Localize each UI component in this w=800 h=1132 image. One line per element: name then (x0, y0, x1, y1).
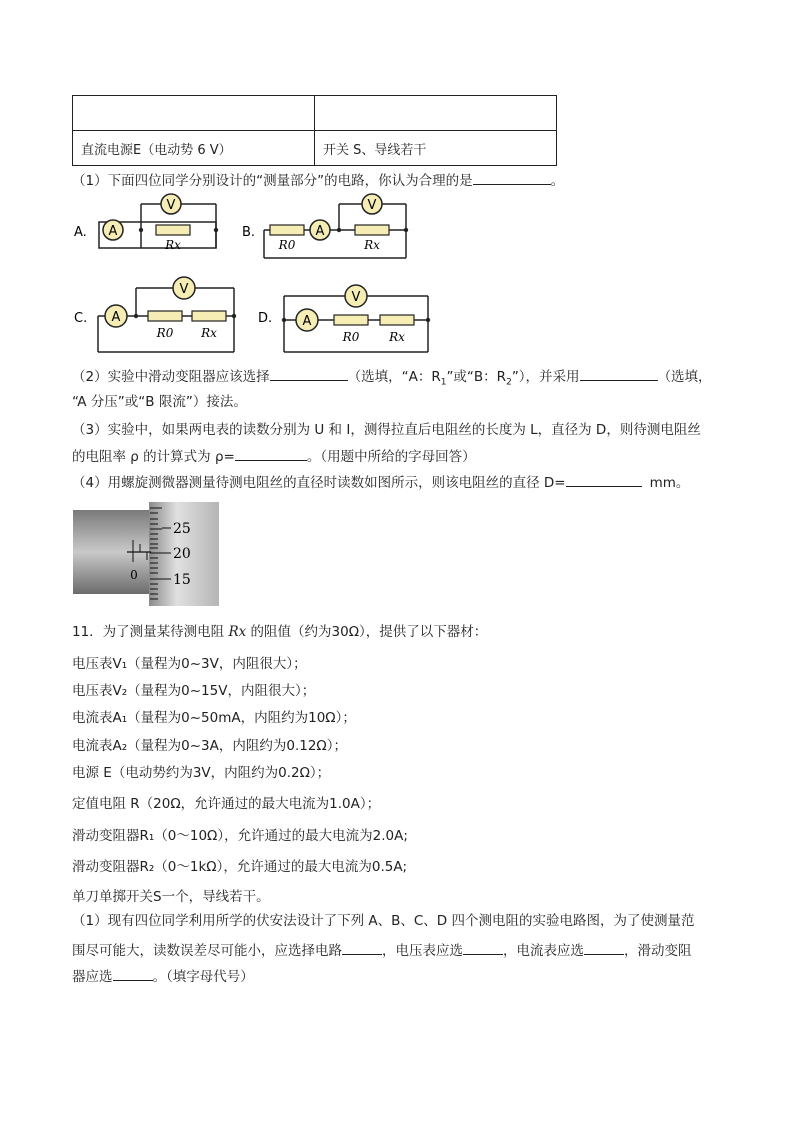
problem-text: 。（填字母代号） (152, 969, 254, 985)
question-2-text: ”或“B：R (446, 369, 507, 385)
question-1-line (72, 170, 564, 191)
answer-blank[interactable] (270, 366, 348, 381)
problem-text: ，电流表应选 (503, 943, 584, 959)
meter-label: V (351, 290, 361, 305)
answer-blank[interactable] (580, 366, 658, 381)
problem-text: 11．为了测量某待测电阻 (72, 624, 229, 640)
answer-blank[interactable] (342, 940, 382, 955)
scale-label: 0 (130, 568, 138, 582)
equipment-item: 电流表A₂（量程为0~3A，内阻约为0.12Ω）； (72, 738, 347, 754)
question-2-text: （2）实验中滑动变阻器应该选择 (72, 369, 270, 385)
question-1-text: （1）下面四位同学分别设计的“测量部分”的电路，你认为合理的是 (72, 173, 473, 189)
option-letter: D. (258, 311, 273, 326)
table-row (73, 96, 557, 131)
answer-blank[interactable] (463, 940, 503, 955)
resistor-icon (156, 225, 190, 235)
table-cell (73, 96, 315, 131)
equipment-item: 电流表A₁（量程为0~50mA，内阻约为10Ω）； (72, 710, 356, 726)
problem-11-q1-line-2 (72, 940, 692, 961)
resistor-icon (355, 225, 389, 235)
symbol-rx: Rx (228, 624, 247, 640)
resistor-label: Rx (389, 330, 405, 344)
table-cell: 开关 S、导线若干 (315, 131, 557, 166)
subscript: 2 (506, 377, 512, 388)
question-2-line-1 (72, 366, 712, 393)
meter-label: A (315, 224, 325, 239)
option-letter: A. (74, 225, 87, 240)
answer-blank[interactable] (566, 472, 642, 487)
punctuation: 。 (550, 173, 565, 189)
meter-label: A (108, 224, 118, 239)
question-2-line-2: “A 分压”或“B 限流”）接法。 (72, 394, 247, 410)
problem-text: 器应选 (72, 969, 113, 985)
question-3-line-2 (72, 446, 476, 467)
answer-blank[interactable] (584, 940, 624, 955)
question-3-text: 的电阻率 ρ 的计算式为 ρ= (72, 449, 235, 465)
resistor-label: Rx (201, 326, 217, 340)
answer-blank[interactable] (473, 170, 551, 185)
apparatus-table (72, 95, 557, 166)
table-row (73, 131, 557, 166)
subscript: 1 (440, 377, 447, 388)
problem-text: 围尽可能大，读数误差尽可能小，应选择电路 (72, 943, 342, 959)
resistor-label: R0 (278, 238, 296, 252)
resistor-label: Rx (364, 238, 380, 252)
equipment-item: 定值电阻 R（20Ω，允许通过的最大电流为1.0A）； (72, 796, 381, 812)
resistor-icon (148, 311, 182, 321)
question-4-line (72, 472, 689, 493)
question-3-line-1: （3）实验中，如果两电表的读数分别为 U 和 I，测得拉直后电阻丝的长度为 L，直径为 D，则待测电阻丝 (72, 422, 701, 438)
equipment-item: 滑动变阻器R₂（0～1kΩ），允许通过的最大电流为0.5A; (72, 859, 408, 875)
option-letter: C. (74, 311, 88, 326)
resistor-label: R0 (156, 326, 174, 340)
resistor-icon (380, 315, 414, 325)
problem-text: 的阻值（约为30Ω），提供了以下器材： (246, 624, 488, 640)
equipment-item: 滑动变阻器R₁（0～10Ω），允许通过的最大电流为2.0A; (72, 828, 408, 844)
answer-blank[interactable] (235, 446, 307, 461)
resistor-icon (270, 225, 304, 235)
circuit-option-d (256, 282, 436, 354)
meter-label: V (166, 198, 176, 213)
answer-blank[interactable] (113, 966, 153, 981)
resistor-icon (334, 315, 368, 325)
option-letter: B. (242, 225, 256, 240)
problem-text: ，滑动变阻 (624, 943, 692, 959)
scale-label: 15 (173, 572, 191, 588)
table-cell (315, 96, 557, 131)
resistor-label: Rx (165, 238, 181, 252)
question-3-text: 。（用题中所给的字母回答） (306, 449, 476, 465)
problem-11-q1-line-3 (72, 966, 254, 987)
circuit-option-b (240, 192, 415, 264)
scale-label: 25 (173, 521, 191, 537)
equipment-item: 电源 E（电动势约为3V，内阻约为0.2Ω）； (72, 765, 331, 781)
circuit-option-a (72, 192, 232, 254)
problem-11-q1-line-1: （1）现有四位同学利用所学的伏安法设计了下列 A、B、C、D 四个测电阻的实验电路图，为了使测量范 (72, 913, 695, 929)
meter-label: V (367, 198, 377, 213)
equipment-item: 电压表V₂（量程为0~15V，内阻很大）； (72, 683, 316, 699)
problem-11-intro (72, 622, 487, 642)
resistor-icon (192, 311, 226, 321)
question-2-text: （选填，“A：R (347, 369, 441, 385)
problem-text: ，电压表应选 (382, 943, 463, 959)
unit-label: mm。 (649, 475, 690, 491)
equipment-item: 电压表V₁（量程为0~3V，内阻很大）； (72, 656, 307, 672)
resistor-label: R0 (342, 330, 360, 344)
question-4-text: （4）用螺旋测微器测量待测电阻丝的直径时读数如图所示，则该电阻丝的直径 D= (72, 475, 566, 491)
equipment-item: 单刀单掷开关S一个，导线若干。 (72, 889, 270, 905)
meter-label: A (302, 314, 312, 329)
scale-label: 20 (173, 546, 191, 562)
question-2-text: （选填， (657, 369, 712, 385)
meter-label: V (179, 282, 189, 297)
table-cell: 直流电源E（电动势 6 V） (73, 131, 315, 166)
circuit-option-c (72, 272, 242, 354)
micrometer-image (73, 502, 219, 606)
question-2-text: ”），并采用 (511, 369, 580, 385)
meter-label: A (111, 310, 121, 325)
